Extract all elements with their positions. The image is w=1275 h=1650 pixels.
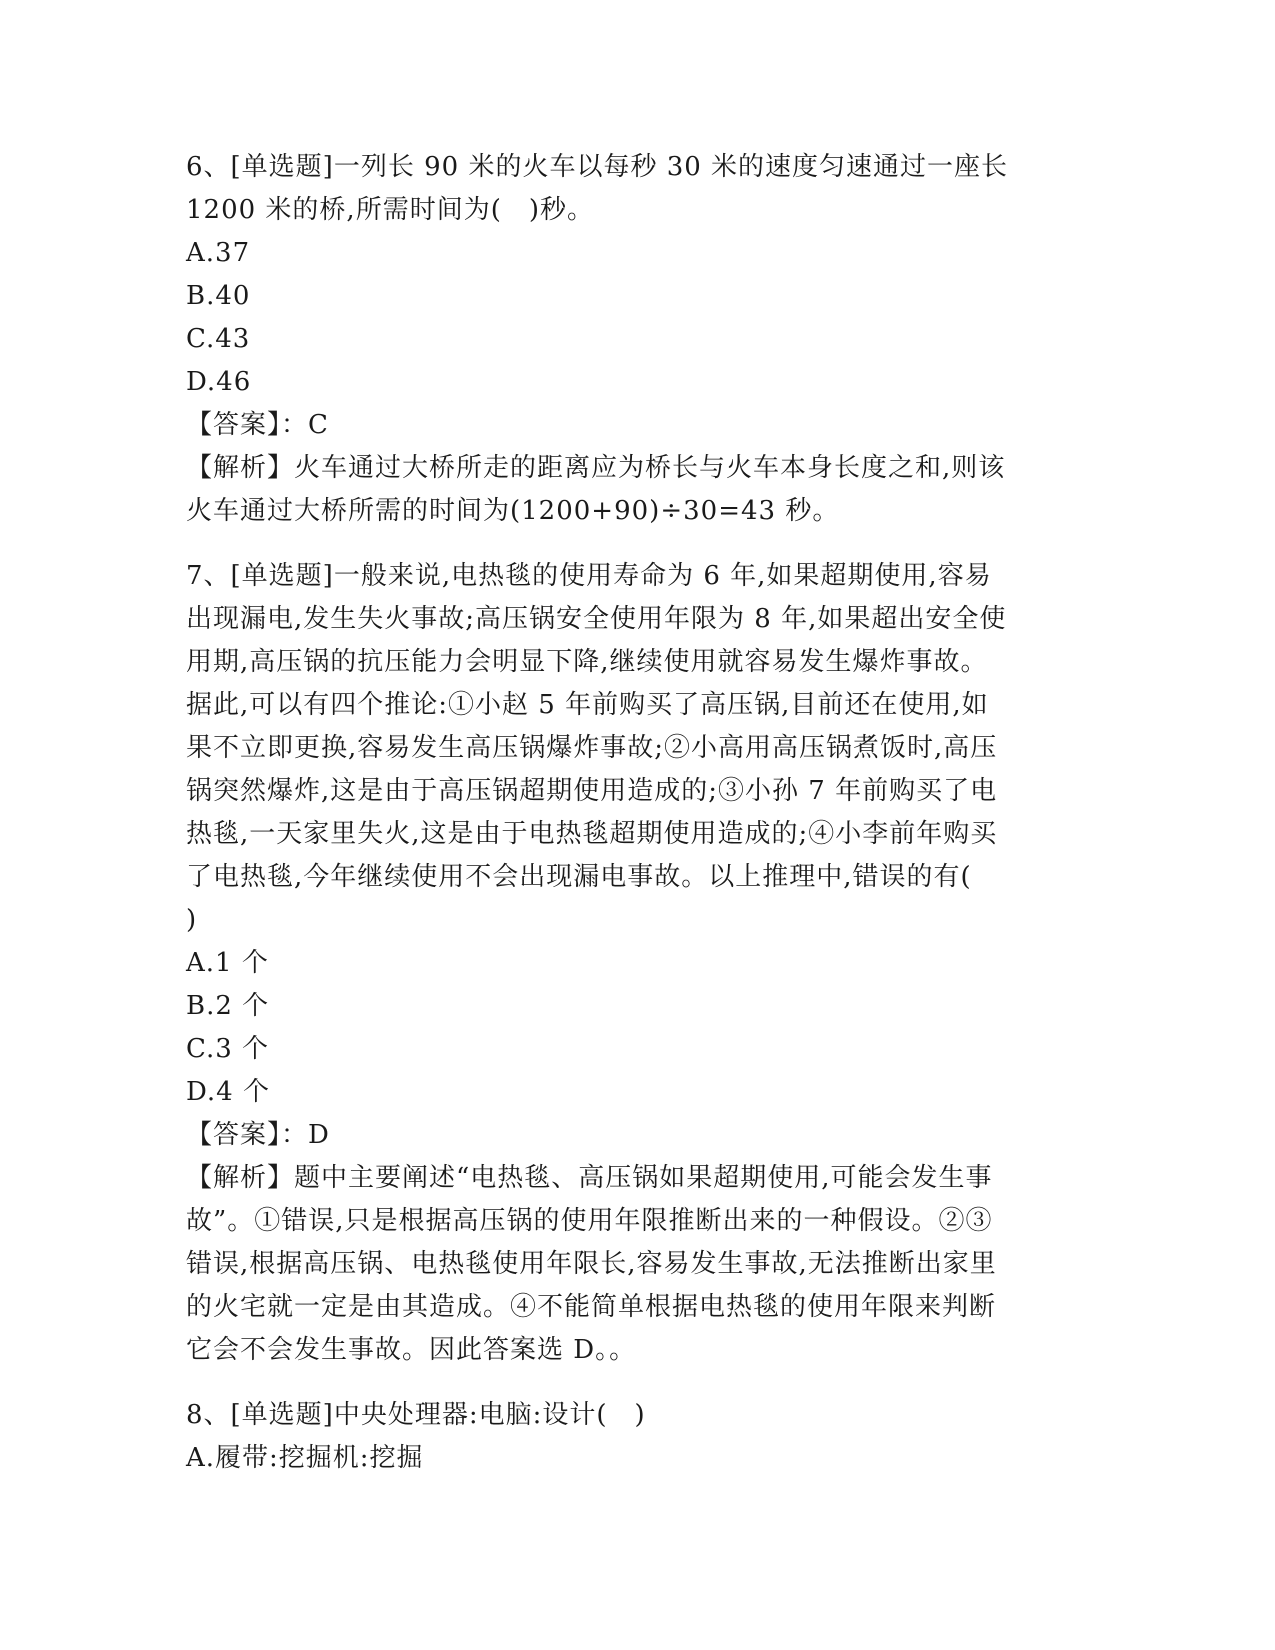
stem-line: 热毯,一天家里失火,这是由于电热毯超期使用造成的;④小李前年购买: [186, 819, 998, 849]
stem-line: 据此,可以有四个推论:①小赵 5 年前购买了高压锅,目前还在使用,如: [186, 690, 989, 720]
option-c: C.43: [186, 324, 251, 354]
analysis-line: 错误,根据高压锅、电热毯使用年限长,容易发生事故,无法推断出家里: [186, 1249, 997, 1279]
option-c: C.3 个: [186, 1034, 270, 1064]
stem-line: 1200 米的桥,所需时间为( )秒。: [186, 195, 594, 225]
analysis-line: 的火宅就一定是由其造成。④不能简单根据电热毯的使用年限来判断: [186, 1292, 997, 1322]
option-d: D.46: [186, 367, 252, 397]
question-6: [186, 146, 1086, 533]
analysis: [186, 1157, 1086, 1372]
stem-line: ): [186, 905, 198, 935]
question-stem: [186, 1394, 1086, 1437]
option-b: B.40: [186, 281, 251, 311]
stem-line: 果不立即更换,容易发生高压锅爆炸事故;②小高用高压锅煮饭时,高压: [186, 733, 998, 763]
document-page: [186, 146, 1086, 1502]
option-b: B.2 个: [186, 991, 270, 1021]
analysis-line: 故”。①错误,只是根据高压锅的使用年限推断出来的一种假设。②③: [186, 1206, 993, 1236]
analysis-line: 【解析】火车通过大桥所走的距离应为桥长与火车本身长度之和,则该: [186, 453, 1006, 483]
option-a: A.1 个: [186, 948, 269, 978]
option-d: D.4 个: [186, 1077, 270, 1107]
analysis-line: 火车通过大桥所需的时间为(1200+90)÷30=43 秒。: [186, 496, 840, 526]
stem-line: 出现漏电,发生失火事故;高压锅安全使用年限为 8 年,如果超出安全使: [186, 604, 1007, 634]
question-stem: [186, 555, 1086, 942]
stem-line: 锅突然爆炸,这是由于高压锅超期使用造成的;③小孙 7 年前购买了电: [186, 776, 998, 806]
question-8: [186, 1394, 1086, 1480]
question-7: [186, 555, 1086, 1372]
stem-line: 用期,高压锅的抗压能力会明显下降,继续使用就容易发生爆炸事故。: [186, 647, 988, 677]
analysis: [186, 447, 1086, 533]
stem-line: 了电热毯,今年继续使用不会出现漏电事故。以上推理中,错误的有(: [186, 862, 972, 892]
answer: 【答案】：C: [186, 410, 329, 440]
analysis-line: 【解析】题中主要阐述“电热毯、高压锅如果超期使用,可能会发生事: [186, 1163, 993, 1193]
option-a: A.履带:挖掘机:挖掘: [186, 1443, 424, 1473]
question-stem: [186, 146, 1086, 232]
stem-line: 8、[单选题]中央处理器:电脑:设计( ): [186, 1400, 646, 1430]
stem-line: 6、[单选题]一列长 90 米的火车以每秒 30 米的速度匀速通过一座长: [186, 152, 1009, 182]
answer: 【答案】：D: [186, 1120, 330, 1150]
analysis-line: 它会不会发生事故。因此答案选 D。。: [186, 1335, 637, 1365]
option-a: A.37: [186, 238, 251, 268]
stem-line: 7、[单选题]一般来说,电热毯的使用寿命为 6 年,如果超期使用,容易: [186, 561, 992, 591]
